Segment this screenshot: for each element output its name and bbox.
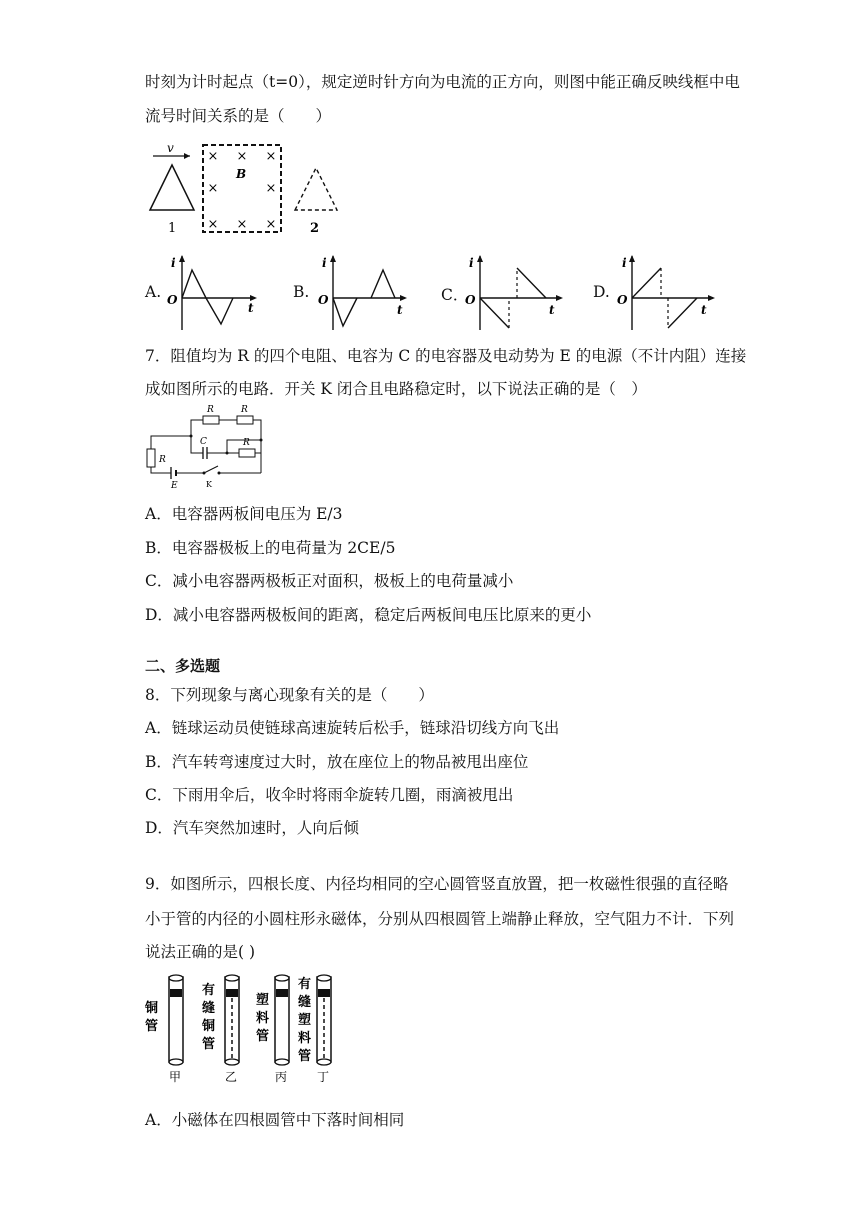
q7-circuit-diagram (143, 403, 268, 488)
tube-2-name-char-4: 管 (202, 1037, 216, 1052)
q6-option-a-graph[interactable] (165, 252, 265, 332)
q9-text-line3: 说法正确的是( ) (145, 943, 256, 961)
axis-t-label: t (248, 301, 254, 315)
q8-option-c[interactable]: C．下雨用伞后，收伞时将雨伞旋转几圈，雨滴被甩出 (145, 786, 514, 804)
q7-option-b[interactable]: B．电容器极板上的电荷量为 2CE/5 (145, 539, 396, 557)
q7-option-d[interactable]: D．减小电容器两极板间的距离，稳定后两板间电压比原来的更小 (145, 606, 592, 624)
tube-1-copper (169, 975, 183, 1065)
q6-text-line2: 流号时间关系的是（ ） (145, 107, 332, 125)
resistor-left-label: R (159, 455, 166, 465)
q6-text-line1: 时刻为计时起点（t=0），规定逆时针方向为电流的正方向，则图中能正确反映线框中电 (145, 73, 740, 91)
tube-2-name-char-2: 缝 (202, 1001, 216, 1016)
axis-t-label: t (701, 303, 707, 317)
resistor-top-2 (237, 416, 253, 424)
axis-t-label: t (549, 303, 555, 317)
tube-2-name-char-3: 铜 (202, 1019, 216, 1034)
q6-option-c-letter[interactable]: C． (441, 286, 469, 304)
axis-i-label: i (322, 256, 327, 270)
q6-option-d-letter[interactable]: D. (593, 283, 610, 301)
section-title-multiple-choice: 二、多选题 (145, 657, 221, 675)
origin-label: O (465, 293, 476, 307)
tube-4-name-char-2: 缝 (298, 995, 312, 1010)
tube-3-plastic (275, 975, 289, 1065)
tube-1-label: 甲 (169, 1070, 182, 1084)
resistor-lower (239, 449, 255, 457)
resistor-top-1 (203, 416, 219, 424)
tube-3-name-char-2: 料 (256, 1011, 270, 1026)
field-label: B (236, 167, 247, 181)
triangle-frame-2 (295, 168, 337, 210)
tube-4-label: 丁 (317, 1070, 330, 1084)
q6-field-figure (145, 140, 365, 240)
resistor-left (147, 449, 155, 467)
field-cross: × (207, 149, 219, 164)
q6-option-a-letter[interactable]: A. (145, 283, 162, 301)
tube-3-name-char-3: 管 (256, 1029, 270, 1044)
q8-text: 8．下列现象与离心现象有关的是（ ） (145, 686, 434, 704)
field-cross: × (265, 217, 277, 232)
field-cross: × (207, 217, 219, 232)
q8-option-b[interactable]: B．汽车转弯速度过大时，放在座位上的物品被甩出座位 (145, 753, 529, 771)
tube-4-name-char-4: 料 (298, 1031, 312, 1046)
q7-text-line1: 7．阻值均为 R 的四个电阻、电容为 C 的电容器及电动势为 E 的电源（不计内阻）连接 (145, 347, 747, 365)
tube-1-name-char-2: 管 (145, 1019, 159, 1034)
tube-2-label: 乙 (225, 1070, 238, 1084)
field-cross: × (236, 217, 248, 232)
q9-tubes-figure (145, 972, 365, 1084)
q9-text-line1: 9．如图所示，四根长度、内径均相同的空心圆管竖直放置，把一枚磁性很强的直径略 (145, 875, 729, 893)
switch-label: K (206, 480, 212, 488)
velocity-label: v (167, 141, 174, 155)
tube-4-name-char-3: 塑 (298, 1013, 312, 1028)
q7-option-c[interactable]: C．减小电容器两极板正对面积，极板上的电荷量减小 (145, 572, 514, 590)
origin-label: O (167, 293, 178, 307)
q6-option-d-graph[interactable] (613, 252, 723, 332)
q6-option-c-graph[interactable] (461, 252, 571, 332)
q6-option-b-graph[interactable] (313, 252, 413, 332)
field-cross: × (265, 181, 277, 196)
tube-4-slotted-plastic (317, 975, 331, 1065)
q6-option-b-letter[interactable]: B. (293, 283, 310, 301)
origin-label: O (318, 293, 329, 307)
resistor-lower-label: R (243, 438, 250, 448)
resistor-top-1-label: R (207, 405, 214, 415)
position-1-label: 1 (168, 221, 177, 236)
tube-2-name-char-1: 有 (202, 983, 216, 998)
q9-option-a[interactable]: A．小磁体在四根圆管中下落时间相同 (145, 1111, 405, 1129)
axis-i-label: i (622, 256, 627, 270)
tube-2-slotted-copper (225, 975, 239, 1065)
q9-text-line2: 小于管的内径的小圆柱形永磁体，分别从四根圆管上端静止释放，空气阻力不计．下列 (145, 910, 735, 928)
resistor-top-2-label: R (241, 405, 248, 415)
field-cross: × (207, 181, 219, 196)
q8-option-a[interactable]: A．链球运动员使链球高速旋转后松手，链球沿切线方向飞出 (145, 719, 560, 737)
origin-label: O (617, 293, 628, 307)
tube-3-name-char-1: 塑 (256, 993, 270, 1008)
q7-text-line2: 成如图所示的电路．开关 K 闭合且电路稳定时，以下说法正确的是（ ） (145, 380, 647, 398)
triangle-frame-1 (150, 165, 194, 210)
axis-t-label: t (397, 303, 403, 317)
axis-i-label: i (171, 256, 176, 270)
capacitor-label: C (200, 437, 207, 447)
axis-i-label: i (469, 256, 474, 270)
tube-4-name-char-1: 有 (298, 977, 312, 992)
tube-3-label: 丙 (275, 1070, 288, 1084)
battery-label: E (171, 481, 178, 488)
tube-1-name-char-1: 铜 (145, 1001, 159, 1016)
q7-option-a[interactable]: A．电容器两板间电压为 E/3 (145, 505, 343, 523)
field-cross: × (265, 149, 277, 164)
tube-4-name-char-5: 管 (298, 1049, 312, 1064)
position-2-label: 2 (310, 221, 320, 236)
q8-option-d[interactable]: D．汽车突然加速时，人向后倾 (145, 819, 359, 837)
field-cross: × (236, 149, 248, 164)
